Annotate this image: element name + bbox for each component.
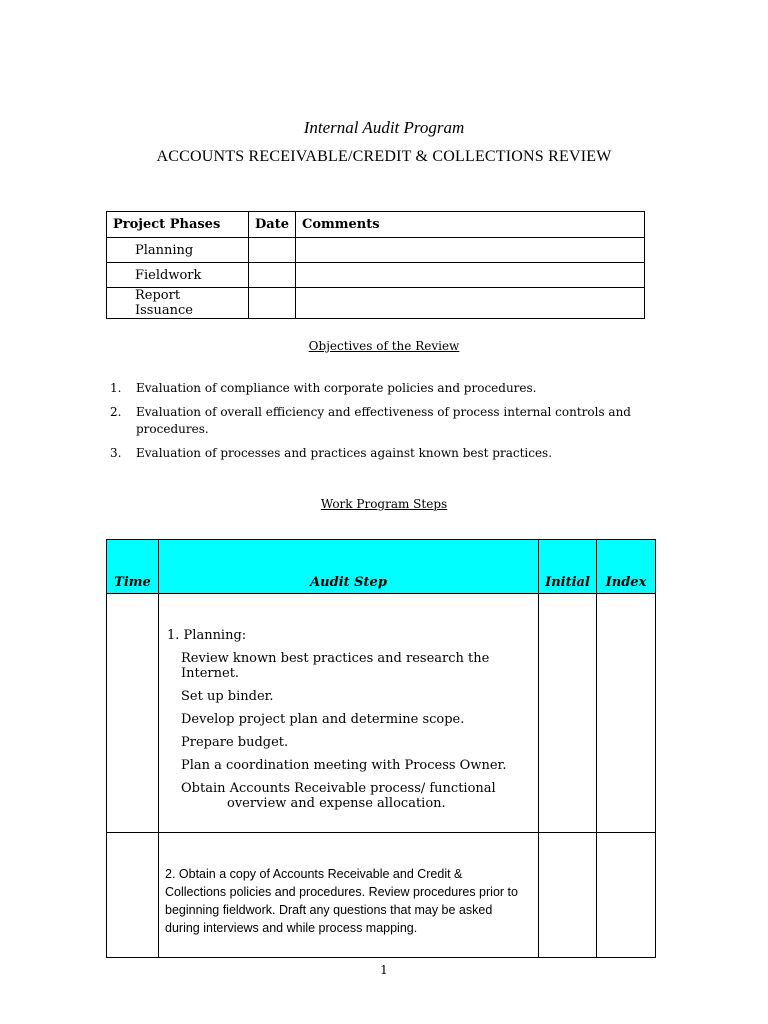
phase-cell: Fieldwork	[107, 263, 249, 288]
date-cell	[249, 238, 296, 263]
column-header: Project Phases	[107, 212, 249, 238]
list-item	[110, 380, 640, 397]
project-phases-table	[106, 211, 645, 319]
column-header: Date	[249, 212, 296, 238]
step-item: Review known best practices and research the Internet.	[181, 651, 490, 681]
objectives-heading: Objectives of the Review	[308, 339, 460, 353]
column-header-initial: Initial	[539, 540, 597, 594]
date-cell	[249, 263, 296, 288]
audit-step-cell	[159, 833, 539, 958]
column-header: Comments	[295, 212, 644, 238]
page-number: 1	[380, 963, 388, 977]
step-content	[159, 628, 538, 811]
table-row	[107, 594, 656, 833]
step-item: Prepare budget.	[181, 735, 289, 750]
comments-cell	[295, 288, 644, 319]
phase-cell: Report Issuance	[107, 288, 249, 319]
list-item	[110, 445, 640, 462]
column-header-index: Index	[597, 540, 656, 594]
objectives-list	[110, 380, 640, 469]
step-item-continuation: overview and expense allocation.	[227, 796, 446, 811]
step-item: Obtain Accounts Receivable process/ functional	[181, 781, 496, 796]
list-number: 2.	[110, 405, 122, 419]
table-row	[107, 263, 645, 288]
column-header-time: Time	[107, 540, 159, 594]
initial-cell	[539, 833, 597, 958]
step-text: 2. Obtain a copy of Accounts Receivable and Credit & Collections policies and procedures. Review procedures prior to beginning fieldwork. Draft any questions that may be asked during interviews and while process mapping.	[165, 867, 518, 935]
comments-cell	[295, 263, 644, 288]
list-number: 1.	[110, 381, 122, 395]
list-text: Evaluation of compliance with corporate policies and procedures.	[136, 381, 537, 395]
table-row	[107, 238, 645, 263]
column-header-audit-step: Audit Step	[159, 540, 539, 594]
list-item	[110, 404, 640, 438]
list-text: Evaluation of processes and practices against known best practices.	[136, 446, 553, 460]
work-program-heading: Work Program Steps	[320, 497, 448, 511]
audit-step-cell	[159, 594, 539, 833]
index-cell	[597, 594, 656, 833]
index-cell	[597, 833, 656, 958]
document-subtitle: ACCOUNTS RECEIVABLE/CREDIT & COLLECTIONS REVIEW	[156, 148, 612, 165]
comments-cell	[295, 238, 644, 263]
table-header-row	[107, 212, 645, 238]
phase-cell: Planning	[107, 238, 249, 263]
table-row	[107, 833, 656, 958]
date-cell	[249, 288, 296, 319]
work-program-table	[106, 539, 656, 958]
step-item: Develop project plan and determine scope.	[181, 712, 465, 727]
step-title: 1. Planning:	[167, 628, 247, 643]
step-item: Set up binder.	[181, 689, 274, 704]
time-cell	[107, 594, 159, 833]
list-text: Evaluation of overall efficiency and effectiveness of process internal controls and procedures.	[136, 405, 631, 436]
list-number: 3.	[110, 446, 122, 460]
time-cell	[107, 833, 159, 958]
table-header-row	[107, 540, 656, 594]
step-item: Plan a coordination meeting with Process Owner.	[181, 758, 507, 773]
document-title: Internal Audit Program	[303, 118, 465, 137]
initial-cell	[539, 594, 597, 833]
table-row	[107, 288, 645, 319]
